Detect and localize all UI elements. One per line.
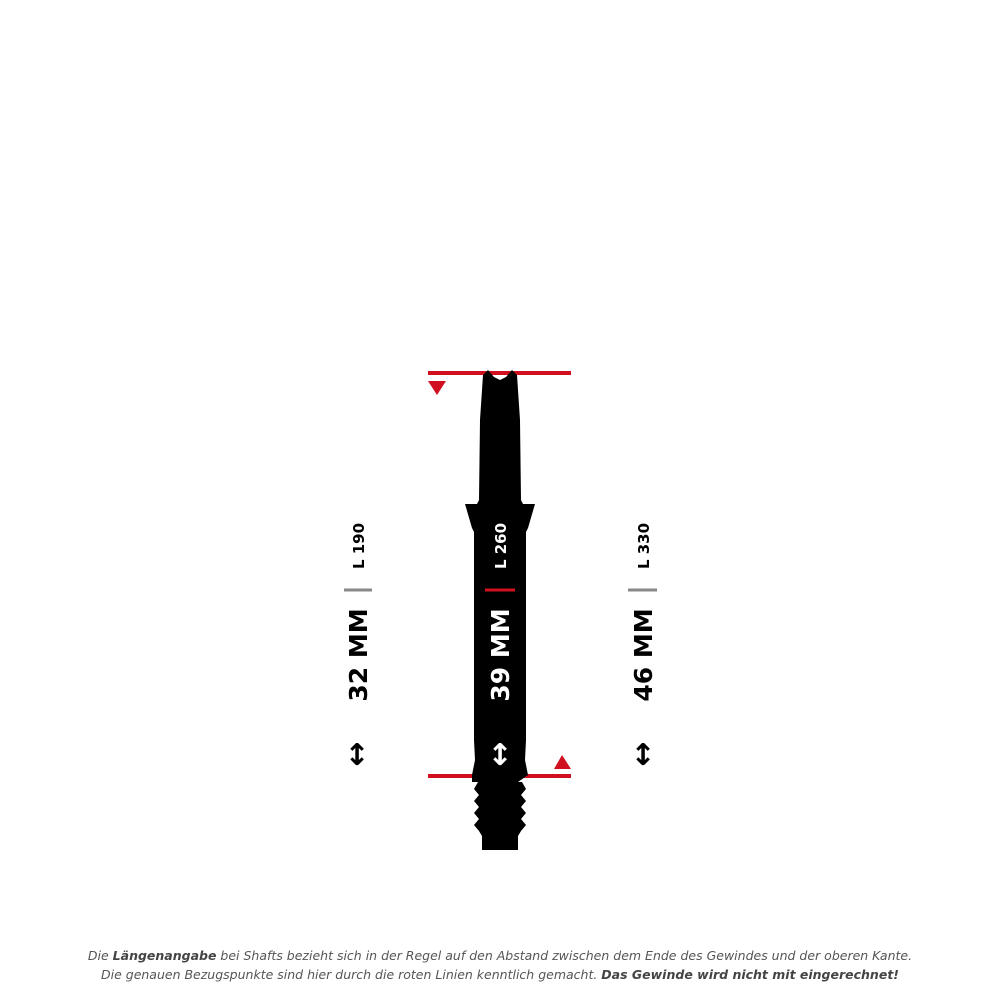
caption-line2-pre: Die genauen Bezugspunkte sind hier durch die roten Linien kenntlich gemacht. [101,967,602,982]
model-label-l190: L 190 [350,522,368,570]
bottom-reference-marker [554,755,571,769]
model-label-l330: L 330 [635,522,653,570]
length-arrow-icon: ↕ [630,738,656,773]
shaft-thread [474,782,526,850]
length-arrow-icon: ↕ [487,738,513,773]
top-reference-marker [428,381,446,395]
shaft-body [465,370,535,782]
length-label-39mm: 39 MM [486,608,515,702]
caption-line-2 [0,965,1000,984]
caption-line1-bold: Längenangabe [112,948,217,963]
caption-line2-bold: Das Gewinde wird nicht mit eingerechnet! [601,967,899,982]
length-label-46mm: 46 MM [629,608,658,702]
caption-line-1 [0,946,1000,965]
caption-line1-post: bei Shafts bezieht sich in der Regel auf den Abstand zwischen dem Ende des Gewindes und der oberen Kante. [216,948,913,963]
length-arrow-icon: ↕ [344,738,370,773]
length-label-32mm: 32 MM [344,608,373,702]
caption [0,946,1000,984]
model-label-l260: L 260 [492,522,510,570]
caption-line1-pre: Die [87,948,113,963]
